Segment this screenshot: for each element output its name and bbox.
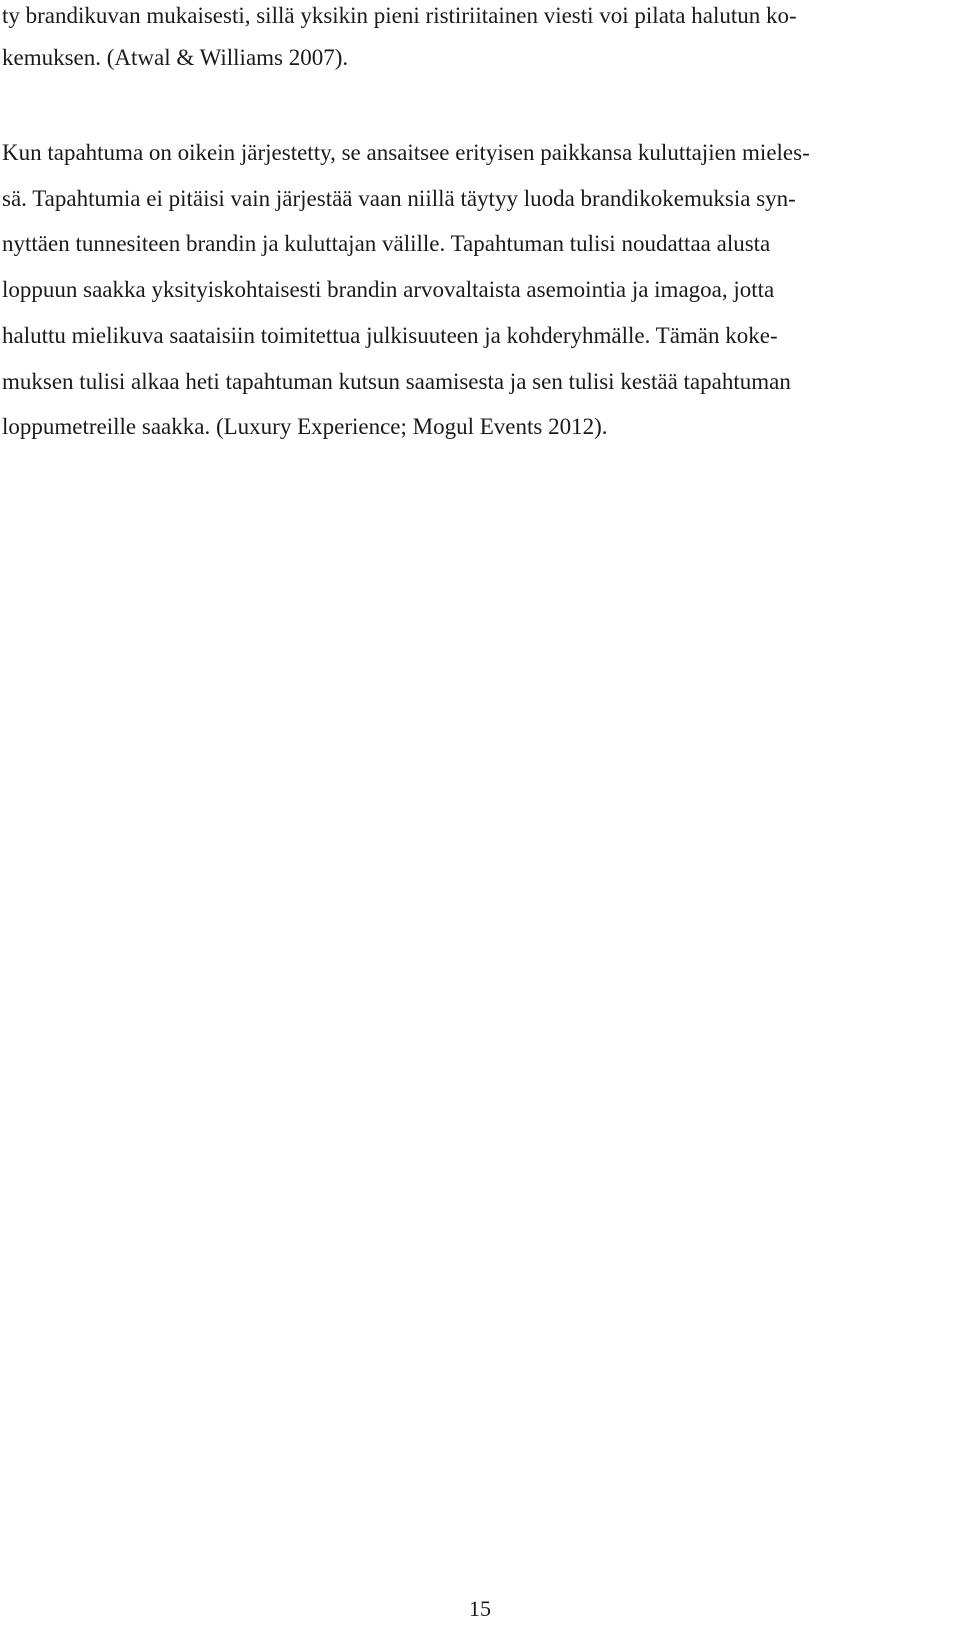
paragraph-2-line-2: sä. Tapahtumia ei pitäisi vain järjestää vaan niillä täytyy luoda brandikokemuksia syn- xyxy=(2,186,796,211)
paragraph-2-line-7: loppumetreille saakka. (Luxury Experience; Mogul Events 2012). xyxy=(2,414,608,439)
paragraph-2-line-3: nyttäen tunnesiteen brandin ja kuluttajan välille. Tapahtuman tulisi noudattaa alusta xyxy=(2,231,771,256)
paragraph-2-line-6: muksen tulisi alkaa heti tapahtuman kutsun saamisesta ja sen tulisi kestää tapahtuman xyxy=(2,369,791,394)
paragraph-1-line-2: kemuksen. (Atwal & Williams 2007). xyxy=(2,45,349,70)
paragraph-1-line-1: ty brandikuvan mukaisesti, sillä yksikin pieni ristiriitainen viesti voi pilata halutun ko- xyxy=(2,3,797,28)
paragraph-2-line-5: haluttu mielikuva saataisiin toimitettua julkisuuteen ja kohderyhmälle. Tämän koke- xyxy=(2,323,778,348)
paragraph-2-line-1: Kun tapahtuma on oikein järjestetty, se ansaitsee erityisen paikkansa kuluttajien mieles- xyxy=(2,140,810,165)
paragraph-2-line-4: loppuun saakka yksityiskohtaisesti brandin arvovaltaista asemointia ja imagoa, jotta xyxy=(2,277,775,302)
page-number: 15 xyxy=(469,1596,491,1621)
